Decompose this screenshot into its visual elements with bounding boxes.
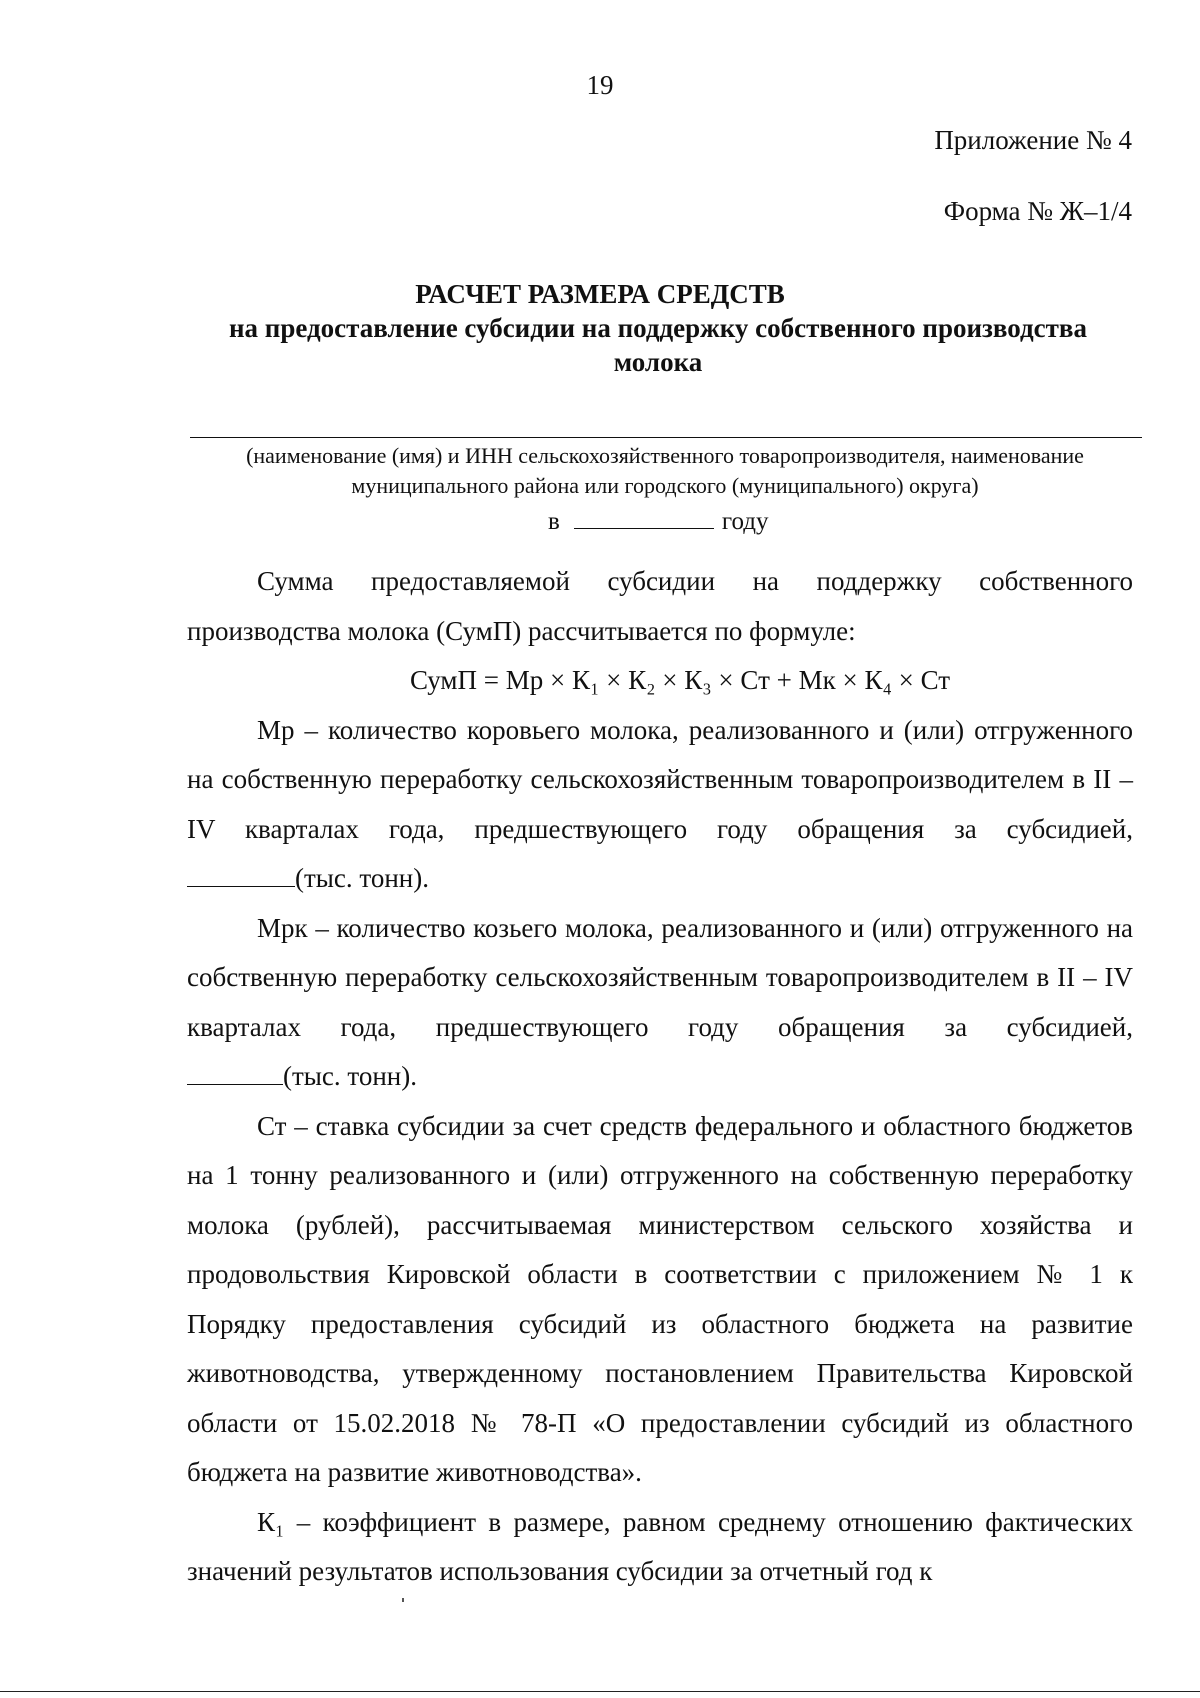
mr-paragraph <box>187 706 1133 904</box>
document-body <box>187 557 1133 1597</box>
year-line <box>548 504 768 536</box>
page-number: 19 <box>586 70 614 100</box>
year-prefix: в <box>548 508 560 535</box>
fill-in-rule <box>190 437 1142 438</box>
mr-blank <box>187 862 295 887</box>
title-line-2: на предоставление субсидии на поддержку собственного производства <box>228 313 1087 343</box>
intro-paragraph: Сумма предоставляемой субсидии на поддержку собственного производства молока (СумП) рассчитывается по формуле: <box>187 566 1133 646</box>
mrk-unit: (тыс. тонн). <box>283 1061 417 1091</box>
caption-line-1: (наименование (имя) и ИНН сельскохозяйственного товаропроизводителя, наименование <box>246 443 1084 468</box>
mrk-blank <box>187 1060 283 1085</box>
title-line-1: РАСЧЕТ РАЗМЕРА СРЕДСТВ <box>415 279 785 309</box>
st-paragraph: Ст – ставка субсидии за счет средств федерального и областного бюджетов на 1 тонну реализованного и (или) отгруженного на собственную переработку молока (рублей), рассчитываемая министерством сельского хозяйства и продовольствия Кировской области в соответствии с приложением № 1 к Порядку предоставления субсидий из областного бюджета на развитие животноводства, утвержденному постановлением Правительства Кировской области от 15.02.2018 № 78-П «О предоставлении субсидий из областного бюджета на развитие животноводства». <box>187 1110 1133 1487</box>
mrk-paragraph <box>187 904 1133 1102</box>
appendix-label: Приложение № 4 <box>934 125 1132 155</box>
year-suffix: году <box>721 508 769 535</box>
producer-caption <box>170 441 1160 501</box>
formula: СумП = Мр × К₁ × К₂ × К₃ × Ст + Мк × К₄ × Ст <box>409 665 951 695</box>
caption-line-2: муниципального района или городского (муниципального) округа) <box>351 473 979 498</box>
document-title <box>0 277 1200 379</box>
title-line-3: молока <box>613 347 703 377</box>
mrk-definition: Мрк – количество козьего молока, реализованного и (или) отгруженного на собственную переработку сельскохозяйственным товаропроизводителем в II – IV кварталах года, предшествующего году обращения за субсидией, <box>187 912 1133 1042</box>
mr-unit: (тыс. тонн). <box>295 863 429 893</box>
form-number: Форма № Ж–1/4 <box>943 196 1132 226</box>
mr-definition: Мр – количество коровьего молока, реализованного и (или) отгруженного на собственную переработку сельскохозяйственным товаропроизводителем в II – IV кварталах года, предшествующего году обращения за субсидией, <box>187 714 1133 844</box>
k1-paragraph: К₁ – коэффициент в размере, равном среднему отношению фактических значений результатов использования субсидии за отчетный год к <box>187 1506 1133 1586</box>
scan-edge-line <box>0 1691 1200 1692</box>
scan-speck <box>402 1598 404 1602</box>
year-blank <box>574 504 714 529</box>
